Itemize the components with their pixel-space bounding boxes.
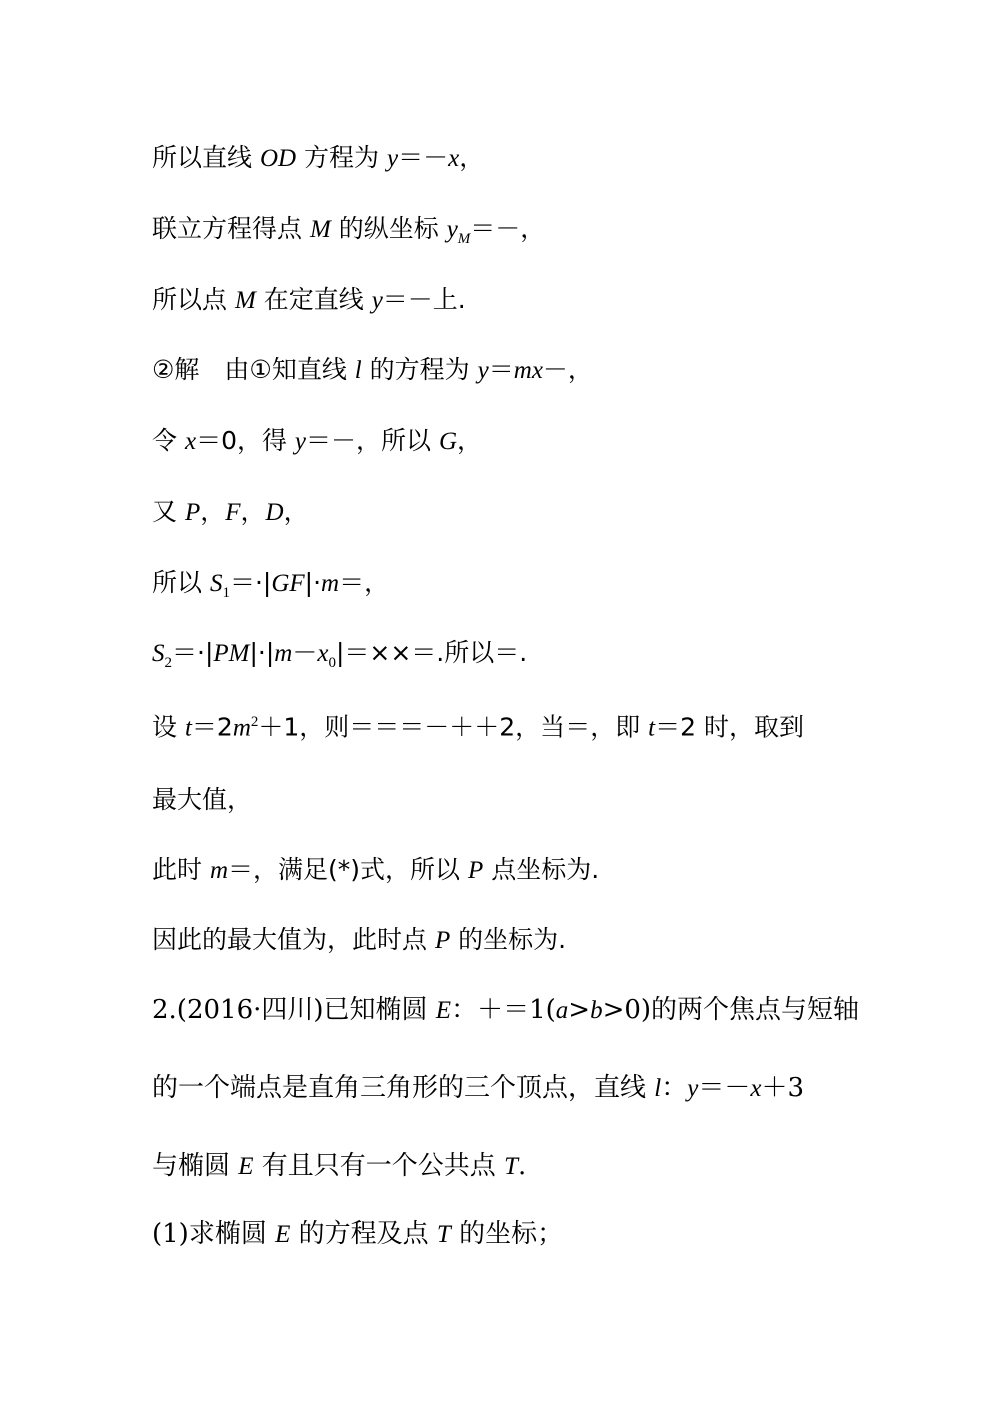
- text-line: 所以 $S_1=\cdot|GF|\cdot m=$，: [152, 568, 390, 601]
- text-line: 联立方程得点 M 的纵坐标 $y_M=-$，: [152, 214, 546, 247]
- text-line: 设 $t=2m^2+1$，则＝＝＝－＋＋2，当＝，即 t＝2 时，取到: [152, 712, 804, 742]
- text-line: 最大值，: [152, 785, 253, 814]
- problem-line: 的一个端点是直角三角形的三个顶点，直线 l：y＝－x＋3: [152, 1073, 805, 1103]
- text-line: $S_2=\cdot|PM|\cdot|m-x_0|=\times\times=$.所以＝.: [152, 638, 528, 671]
- text-line: 令 x＝0，得 y＝－，所以 G，: [152, 426, 483, 455]
- text-line: 此时 m＝，满足(*)式，所以 P 点坐标为.: [152, 855, 600, 884]
- text-line: 所以直线 OD 方程为 y＝－x，: [152, 143, 485, 172]
- text-line: ②解 由①知直线 l 的方程为 y＝mx－，: [152, 355, 593, 384]
- problem-line: 2.(2016·四川)已知椭圆 E：＋＝1(a>b>0)的两个焦点与短轴: [152, 995, 860, 1025]
- text-line: 所以点 M 在定直线 y＝－上.: [152, 285, 466, 314]
- text-line: 因此的最大值为，此时点 P 的坐标为.: [152, 925, 567, 954]
- problem-line: 与椭圆 E 有且只有一个公共点 T.: [152, 1151, 527, 1181]
- text-line: 又 P，F，D，: [152, 497, 309, 526]
- problem-line: (1)求椭圆 E 的方程及点 T 的坐标；: [152, 1219, 564, 1249]
